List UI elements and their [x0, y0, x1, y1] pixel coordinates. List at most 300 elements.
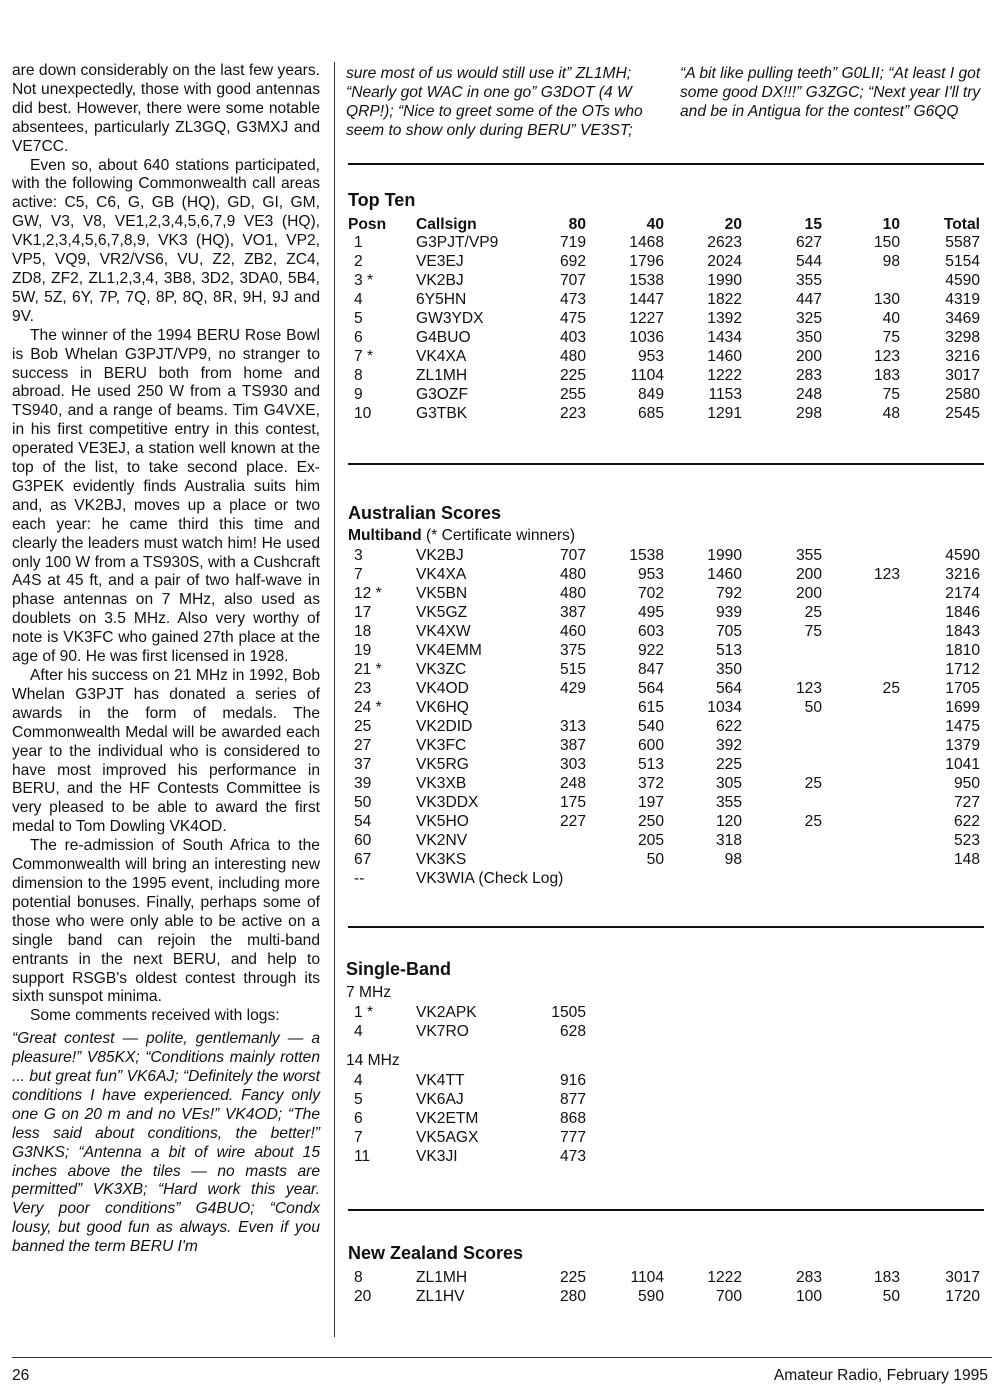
cell-band-40: 1538: [629, 272, 664, 289]
cell-band-40: 685: [637, 405, 664, 422]
cell-band-20: 1990: [707, 272, 742, 289]
cell-band-80: 473: [559, 291, 586, 308]
cell-callsign: VK2BJ: [416, 547, 464, 564]
table-row: [348, 233, 984, 252]
cell-total: 1041: [945, 756, 980, 773]
cell-callsign: VK6AJ: [416, 1091, 464, 1108]
cell-callsign: VK3XB: [416, 775, 467, 792]
cell-total: 148: [953, 851, 980, 868]
cell-band-15: 25: [804, 775, 822, 792]
cell-band-20: 120: [715, 813, 742, 830]
table-row: [348, 736, 984, 755]
cell-band-15: 544: [795, 253, 822, 270]
cell-posn: 11: [354, 1148, 371, 1165]
cell-posn: 7: [354, 566, 363, 583]
table-row: [348, 252, 984, 271]
cell-score: 473: [559, 1148, 586, 1165]
cell-band-40: 1538: [629, 547, 664, 564]
cell-posn: 67: [354, 851, 372, 868]
cell-band-20: 1434: [707, 329, 742, 346]
cell-band-15: 200: [795, 348, 822, 365]
cell-band-40: 205: [637, 832, 664, 849]
cell-band-80: 719: [559, 234, 586, 251]
cell-band-10: 25: [882, 680, 900, 697]
right-quote: “A bit like pulling teeth” G0LII; “At least I got some good DX!!!” G3ZGC; “Next year I'll try and be in Antigua for the contest” G6QQ: [680, 65, 981, 120]
cell-total: 3216: [945, 348, 980, 365]
cell-band-80: 225: [559, 367, 586, 384]
cell-callsign: VK4XW: [416, 623, 471, 640]
header-10: 10: [882, 216, 900, 233]
band-label: 14 MHz: [346, 1052, 400, 1069]
cell-band-15: 200: [795, 566, 822, 583]
australian-scores-title: Australian Scores: [348, 503, 502, 523]
cell-band-10: 123: [873, 348, 900, 365]
cell-band-40: 849: [637, 386, 664, 403]
cell-posn: 20: [354, 1288, 372, 1305]
table-row: [348, 869, 984, 888]
cell-callsign: VK5AGX: [416, 1129, 479, 1146]
table-row: [348, 641, 984, 660]
cell-band-80: 692: [559, 253, 586, 270]
cell-callsign: VK3WIA (Check Log): [416, 870, 564, 887]
cell-posn: 6: [354, 1110, 363, 1127]
cell-band-20: 318: [715, 832, 742, 849]
cell-posn: 3 *: [354, 272, 374, 289]
cell-band-20: 225: [715, 756, 742, 773]
cell-posn: 5: [354, 1091, 363, 1108]
cell-callsign: VK5GZ: [416, 604, 468, 621]
table-row: [348, 1128, 984, 1147]
table-row: [348, 347, 984, 366]
cell-total: 2545: [945, 405, 980, 422]
table-row: [348, 565, 984, 584]
cell-band-40: 250: [637, 813, 664, 830]
cell-band-10: 183: [873, 367, 900, 384]
cell-callsign: ZL1MH: [416, 367, 468, 384]
cell-band-80: 480: [559, 585, 586, 602]
cell-posn: --: [354, 870, 365, 887]
cell-total: 1379: [945, 737, 980, 754]
cell-band-10: 40: [882, 310, 900, 327]
cell-band-40: 1227: [629, 310, 664, 327]
cell-total: 1720: [945, 1288, 980, 1305]
cell-band-80: 175: [559, 794, 586, 811]
cell-total: 5587: [945, 234, 980, 251]
cell-band-80: 375: [559, 642, 586, 659]
cell-band-80: 223: [559, 405, 586, 422]
cell-callsign: VK7RO: [416, 1023, 469, 1040]
cell-band-40: 702: [637, 585, 664, 602]
table-row: [348, 1022, 984, 1041]
table-row: [348, 328, 984, 347]
header-20: 20: [724, 216, 742, 233]
cell-band-10: 150: [873, 234, 900, 251]
cell-band-10: 98: [882, 253, 900, 270]
single-band-title: Single-Band: [346, 959, 452, 979]
cell-total: 3017: [945, 367, 980, 384]
cell-band-15: 355: [795, 272, 822, 289]
table-row: [348, 404, 984, 423]
cell-band-20: 1291: [707, 405, 742, 422]
mid-quote: sure most of us would still use it” ZL1MH; “Nearly got WAC in one go” G3DOT (4 W QRP!); “Nice to greet some of the OTs who seem to show only during BERU” VE3ST;: [346, 65, 643, 139]
cell-callsign: VK3KS: [416, 851, 467, 868]
cell-band-40: 564: [637, 680, 664, 697]
cell-posn: 3: [354, 547, 363, 564]
log-comments-quotes: “Great contest — polite, gentlemanly — a pleasure!” V85KX; “Conditions mainly rotten ... but great fun” VK6AJ; “Definitely the worst conditions I have experienced. Fancy only one G on 20 m and no VEs!” VK4OD; “The less said about conditions, the better!” G3NKS; “Antenna a bit of wire about 15 inches above the tiles — no masts are permitted” VK3XB; “Hard work this year. Very poor conditions” G4BUO; “Condx lousy, but good fun as always. Even if you banned the term BERU I'm: [12, 1030, 320, 1256]
cell-posn: 27: [354, 737, 372, 754]
cell-callsign: VK4OD: [416, 680, 469, 697]
cell-band-40: 600: [637, 737, 664, 754]
cell-band-80: 280: [559, 1288, 586, 1305]
cell-band-20: 2024: [707, 253, 742, 270]
cell-band-10: 183: [873, 1269, 900, 1286]
top-ten-title: Top Ten: [348, 190, 416, 210]
cell-band-80: 707: [559, 547, 586, 564]
cell-band-15: 50: [804, 699, 822, 716]
cell-band-20: 1990: [707, 547, 742, 564]
cell-posn: 7: [354, 1129, 363, 1146]
cell-band-20: 700: [715, 1288, 742, 1305]
cell-band-80: 225: [559, 1269, 586, 1286]
cell-score: 777: [559, 1129, 586, 1146]
header-posn: Posn: [348, 216, 387, 233]
cell-callsign: VK2DID: [416, 718, 473, 735]
cell-band-40: 540: [637, 718, 664, 735]
cell-band-15: 248: [795, 386, 822, 403]
cell-posn: 12 *: [354, 585, 382, 602]
cell-callsign: VK3FC: [416, 737, 467, 754]
cell-posn: 37: [354, 756, 372, 773]
cell-band-15: 627: [795, 234, 822, 251]
cell-total: 523: [953, 832, 980, 849]
cell-callsign: VK6HQ: [416, 699, 469, 716]
table-row: [348, 1003, 984, 1022]
cell-callsign: VK4XA: [416, 566, 467, 583]
cell-posn: 1: [354, 234, 363, 251]
cell-band-80: 707: [559, 272, 586, 289]
cell-posn: 6: [354, 329, 363, 346]
cell-total: 727: [953, 794, 980, 811]
paragraph: Even so, about 640 stations participated, with the following Commonwealth call areas active: C5, C6, G, GB (HQ), GD, GI, GM, GW, V3, V8, VE1,2,3,4,5,6,7,9 VE3 (HQ), VK1,2,3,4,5,6,7,8,9, VK3 (HQ), VO1, VP2, VP5, VQ9, VR2/VS6, VU, Z2, ZB2, ZC4, ZD8, ZF2, ZL1,2,3,4, 3B8, 3D2, 3DA0, 5B4, 5W, 5Z, 6Y, 7P, 7Q, 8P, 8Q, 8R, 9H, 9J and 9V.: [12, 156, 320, 325]
table-row: [348, 603, 984, 622]
cell-score: 916: [559, 1072, 586, 1089]
cell-posn: 50: [354, 794, 372, 811]
cell-band-40: 1447: [629, 291, 664, 308]
cell-posn: 9: [354, 386, 363, 403]
header-15: 15: [804, 216, 822, 233]
cell-total: 4319: [945, 291, 980, 308]
table-row: [348, 793, 984, 812]
cell-band-15: 283: [795, 367, 822, 384]
left-column-text: [12, 62, 320, 1257]
paragraph: Some comments received with logs:: [30, 1007, 280, 1025]
table-row: [348, 1268, 984, 1287]
cell-total: 1712: [945, 661, 980, 678]
table-row: [348, 622, 984, 641]
table-row: [348, 1090, 984, 1109]
cell-band-40: 922: [637, 642, 664, 659]
nz-scores-title: New Zealand Scores: [348, 1243, 524, 1263]
cell-band-20: 1222: [707, 1269, 742, 1286]
cell-band-40: 1796: [629, 253, 664, 270]
cell-band-20: 355: [715, 794, 742, 811]
cell-band-40: 372: [637, 775, 664, 792]
cell-band-20: 1460: [707, 566, 742, 583]
cell-band-40: 590: [637, 1288, 664, 1305]
section-rule: [348, 163, 984, 165]
table-row: [348, 831, 984, 850]
cell-callsign: VK5BN: [416, 585, 468, 602]
cell-band-20: 1034: [707, 699, 742, 716]
cell-posn: 25: [354, 718, 372, 735]
cell-score: 868: [559, 1110, 586, 1127]
cell-band-40: 603: [637, 623, 664, 640]
column-divider: [334, 62, 335, 1337]
cell-total: 3298: [945, 329, 980, 346]
cell-band-20: 1460: [707, 348, 742, 365]
cell-callsign: VK5HO: [416, 813, 469, 830]
cell-band-15: 350: [795, 329, 822, 346]
table-row: [348, 755, 984, 774]
cell-band-20: 939: [715, 604, 742, 621]
cell-posn: 54: [354, 813, 372, 830]
cell-callsign: VK3ZC: [416, 661, 467, 678]
cell-band-20: 792: [715, 585, 742, 602]
cell-total: 1699: [945, 699, 980, 716]
cell-callsign: VE3EJ: [416, 253, 464, 270]
table-row: [348, 309, 984, 328]
cell-total: 5154: [945, 253, 980, 270]
cell-band-20: 2623: [707, 234, 742, 251]
cell-posn: 24 *: [354, 699, 382, 716]
section-rule: [348, 926, 984, 928]
cell-posn: 4: [354, 1072, 363, 1089]
table-row: [348, 290, 984, 309]
cell-band-80: 313: [559, 718, 586, 735]
cell-total: 950: [953, 775, 980, 792]
paragraph: After his success on 21 MHz in 1992, Bob Whelan G3PJT has donated a series of awards in the form of medals. The Commonwealth Medal will be awarded each year to the individual who is considered to have most improved his performance in BERU, and the HF Contests Committee is very pleased to be able to award the first medal to Tom Dowling VK4OD.: [12, 667, 320, 836]
cell-band-80: 460: [559, 623, 586, 640]
cell-band-20: 98: [724, 851, 742, 868]
cell-total: 1846: [945, 604, 980, 621]
header-callsign: Callsign: [416, 216, 477, 233]
cell-posn: 10: [354, 405, 372, 422]
cell-callsign: VK2APK: [416, 1004, 477, 1021]
cell-total: 3216: [945, 566, 980, 583]
cell-posn: 18: [354, 623, 372, 640]
cell-band-10: 123: [873, 566, 900, 583]
cell-posn: 7 *: [354, 348, 374, 365]
cell-posn: 5: [354, 310, 363, 327]
cell-callsign: G3OZF: [416, 386, 468, 403]
cell-score: 1505: [551, 1004, 586, 1021]
table-row: [348, 774, 984, 793]
cell-total: 1475: [945, 718, 980, 735]
cell-posn: 17: [354, 604, 372, 621]
cell-callsign: GW3YDX: [416, 310, 484, 327]
cell-band-15: 100: [795, 1288, 822, 1305]
cell-total: 622: [953, 813, 980, 830]
cell-callsign: G3TBK: [416, 405, 468, 422]
cell-band-40: 1104: [630, 1269, 664, 1286]
section-rule: [348, 463, 984, 465]
cell-callsign: VK3DDX: [416, 794, 479, 811]
multiband-label: Multiband: [348, 527, 422, 544]
cell-band-10: 75: [882, 386, 900, 403]
cell-callsign: ZL1HV: [416, 1288, 465, 1305]
multiband-subtitle: [348, 527, 575, 545]
section-rule: [348, 1209, 984, 1211]
table-row: [348, 366, 984, 385]
cell-band-80: 227: [559, 813, 586, 830]
cell-band-10: 50: [882, 1288, 900, 1305]
cell-band-10: 75: [882, 329, 900, 346]
cell-band-15: 75: [804, 623, 822, 640]
cell-band-40: 953: [637, 566, 664, 583]
cell-band-40: 953: [637, 348, 664, 365]
table-row: [348, 1147, 984, 1166]
cell-total: 1705: [945, 680, 980, 697]
cell-band-20: 1222: [707, 367, 742, 384]
table-row: [348, 679, 984, 698]
cell-band-80: 480: [559, 566, 586, 583]
cell-callsign: VK2BJ: [416, 272, 464, 289]
header-80: 80: [568, 216, 586, 233]
cell-band-15: 123: [795, 680, 822, 697]
cell-posn: 19: [354, 642, 372, 659]
cell-band-15: 200: [795, 585, 822, 602]
cell-callsign: G4BUO: [416, 329, 471, 346]
cell-band-40: 1036: [629, 329, 664, 346]
cell-band-80: 429: [559, 680, 586, 697]
cell-band-80: 248: [559, 775, 586, 792]
cell-callsign: 6Y5HN: [416, 291, 467, 308]
top-ten-header-row: [348, 215, 984, 234]
cell-posn: 23: [354, 680, 372, 697]
cell-band-20: 305: [715, 775, 742, 792]
cell-posn: 39: [354, 775, 372, 792]
cell-band-80: 387: [559, 604, 586, 621]
certificate-note: (* Certificate winners): [425, 527, 576, 544]
cell-posn: 8: [354, 1269, 363, 1286]
cell-band-15: 25: [804, 604, 822, 621]
publication-info: Amateur Radio, February 1995: [773, 1367, 988, 1384]
cell-score: 628: [559, 1023, 586, 1040]
cell-callsign: ZL1MH: [416, 1269, 468, 1286]
table-row: [348, 660, 984, 679]
cell-callsign: VK2NV: [416, 832, 468, 849]
band-label: 7 MHz: [346, 984, 392, 1001]
cell-band-20: 1153: [708, 386, 742, 403]
cell-callsign: VK4EMM: [416, 642, 482, 659]
cell-score: 877: [559, 1091, 586, 1108]
cell-posn: 21 *: [354, 661, 382, 678]
cell-posn: 4: [354, 291, 363, 308]
cell-total: 3469: [945, 310, 980, 327]
cell-band-15: 355: [795, 547, 822, 564]
cell-band-80: 480: [559, 348, 586, 365]
cell-band-20: 513: [715, 642, 742, 659]
cell-posn: 4: [354, 1023, 363, 1040]
cell-posn: 1 *: [354, 1004, 374, 1021]
cell-band-80: 303: [559, 756, 586, 773]
cell-total: 2580: [945, 386, 980, 403]
table-row: [348, 271, 984, 290]
cell-band-80: 475: [559, 310, 586, 327]
cell-band-20: 622: [715, 718, 742, 735]
table-row: [348, 546, 984, 565]
cell-callsign: VK2ETM: [416, 1110, 479, 1127]
cell-total: 1843: [945, 623, 980, 640]
table-row: [348, 698, 984, 717]
table-row: [348, 385, 984, 404]
cell-band-40: 50: [646, 851, 664, 868]
cell-band-80: 255: [559, 386, 586, 403]
cell-posn: 2: [354, 253, 363, 270]
cell-posn: 60: [354, 832, 372, 849]
cell-callsign: VK5RG: [416, 756, 469, 773]
table-row: [348, 717, 984, 736]
footer-rule: [12, 1357, 992, 1358]
table-row: [348, 812, 984, 831]
cell-band-20: 350: [715, 661, 742, 678]
cell-total: 2174: [945, 585, 980, 602]
cell-band-15: 447: [795, 291, 822, 308]
page-number: 26: [12, 1367, 30, 1384]
table-row: [348, 584, 984, 603]
cell-band-80: 403: [559, 329, 586, 346]
table-row: [348, 1287, 984, 1306]
cell-total: 4590: [945, 547, 980, 564]
header-total: Total: [943, 216, 980, 233]
cell-band-20: 564: [715, 680, 742, 697]
paragraph: The winner of the 1994 BERU Rose Bowl is Bob Whelan G3PJT/VP9, no stranger to success in BERU both from home and abroad. He used 250 W from a TS930 and TS940, and a range of beams. Tim G4VXE, in his first competitive entry in this contest, operated VE3EJ, a station well known at the top of the list, to take second place. Ex-G3PEK evidently finds Australia suits him and, as VK2BJ, moves up a place or two each year: he came third this time and clearly the leaders must watch him! He used only 100 W from a TS930S, with a Cushcraft A4S at 45 ft, and a pair of two half-wave in phase antennas on 7 MHz, also used as doublets on 3.5 MHz. Also very worthy of note is VK3FC who gained 27th place at the age of 90. He was first licensed in 1928.: [12, 326, 320, 666]
cell-band-40: 1468: [629, 234, 664, 251]
cell-band-15: 25: [804, 813, 822, 830]
cell-band-20: 1822: [707, 291, 742, 308]
cell-band-15: 298: [795, 405, 822, 422]
cell-band-40: 513: [637, 756, 664, 773]
table-row: [348, 1071, 984, 1090]
cell-band-10: 48: [882, 405, 900, 422]
cell-callsign: VK3JI: [416, 1148, 458, 1165]
cell-band-20: 705: [715, 623, 742, 640]
cell-total: 3017: [945, 1269, 980, 1286]
cell-band-40: 615: [637, 699, 664, 716]
cell-band-40: 495: [637, 604, 664, 621]
cell-band-40: 197: [637, 794, 664, 811]
cell-total: 4590: [945, 272, 980, 289]
cell-band-80: 515: [559, 661, 586, 678]
cell-band-15: 283: [795, 1269, 822, 1286]
cell-band-80: 387: [559, 737, 586, 754]
table-row: [348, 1109, 984, 1128]
paragraph: The re-admission of South Africa to the Commonwealth will bring an interesting new dimension to the 1995 event, including more potential bonuses. Finally, perhaps some of those who were only able to be active on a single band can rejoin the multi-band entrants in the next BERU, and help to support RSGB's oldest contest through its sixth sunspot minima.: [12, 837, 320, 1006]
cell-callsign: G3PJT/VP9: [416, 234, 499, 251]
paragraph: are down considerably on the last few years. Not unexpectedly, those with good antennas did best. However, there were some notable absentees, particularly ZL3GQ, G3MXJ and VE7CC.: [12, 62, 320, 155]
cell-band-15: 325: [795, 310, 822, 327]
header-40: 40: [646, 216, 664, 233]
cell-band-40: 1104: [630, 367, 664, 384]
table-row: [348, 850, 984, 869]
cell-band-20: 392: [715, 737, 742, 754]
cell-posn: 8: [354, 367, 363, 384]
cell-callsign: VK4TT: [416, 1072, 465, 1089]
cell-total: 1810: [945, 642, 980, 659]
cell-band-10: 130: [873, 291, 900, 308]
cell-band-40: 847: [637, 661, 664, 678]
cell-band-20: 1392: [707, 310, 742, 327]
